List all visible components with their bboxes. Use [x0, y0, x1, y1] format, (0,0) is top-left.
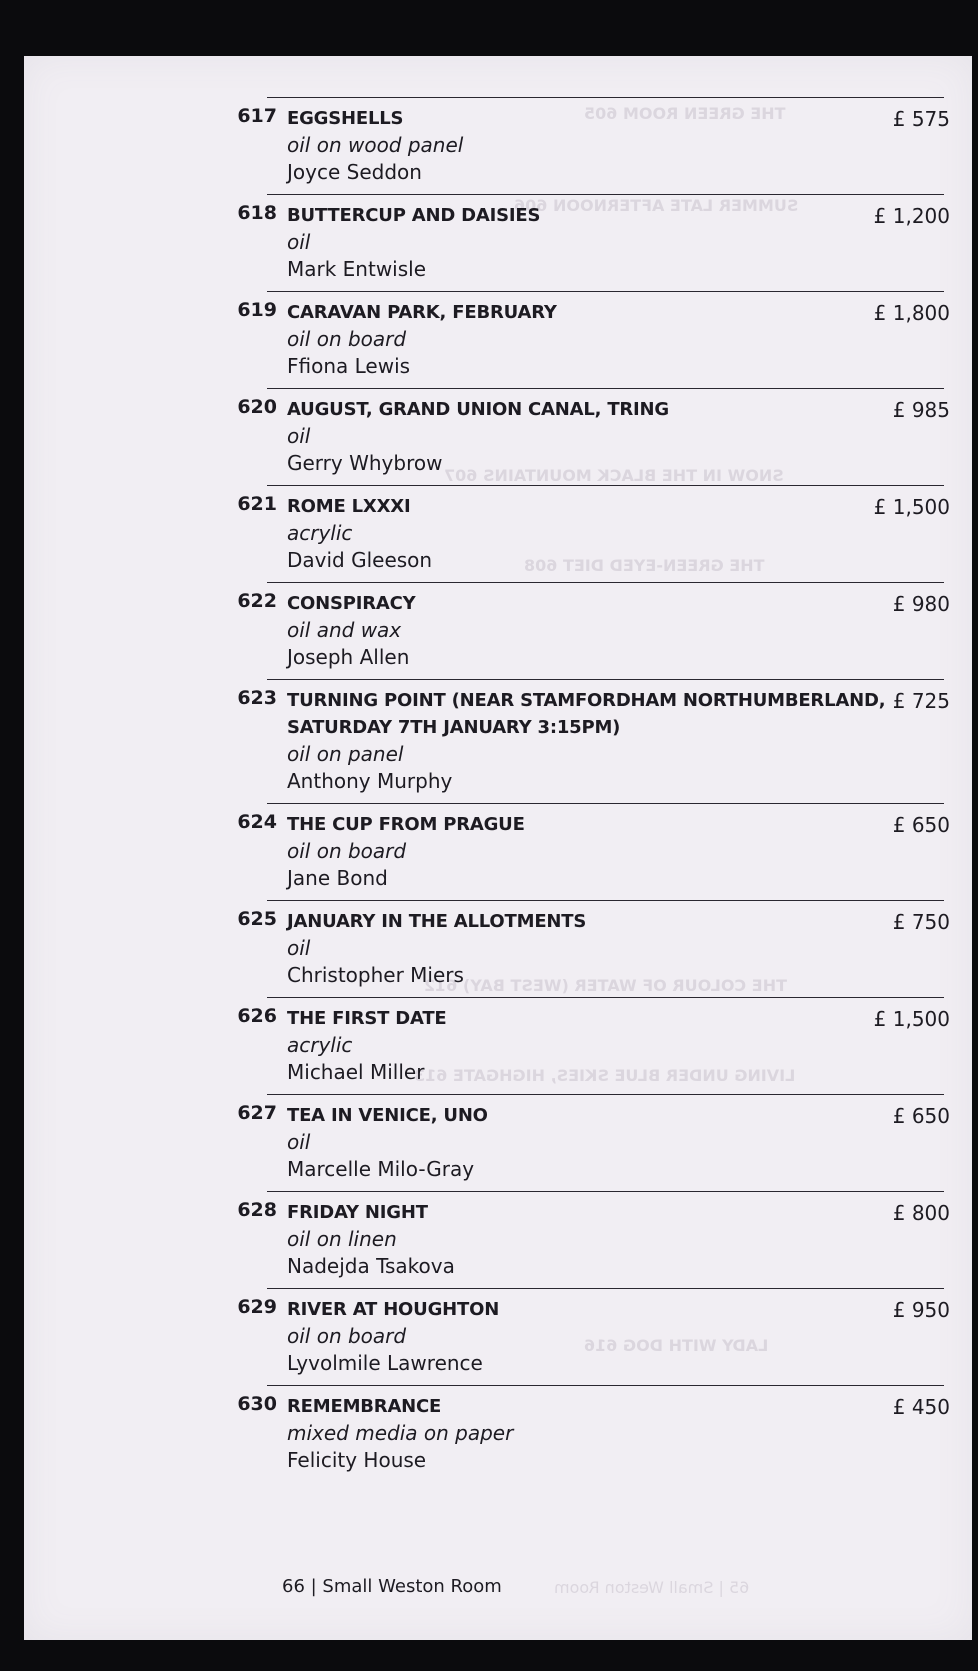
lot-number: 624: [237, 811, 277, 833]
show-through-text: THE GREEN-EYED DIET 608: [524, 556, 765, 575]
artist-name: David Gleeson: [287, 548, 433, 572]
divider: [267, 803, 944, 804]
artist-name: Anthony Murphy: [287, 769, 453, 793]
lot-number: 627: [237, 1102, 277, 1124]
artist-name: Michael Miller: [287, 1060, 425, 1084]
lot-number: 617: [237, 105, 277, 127]
artwork-medium: acrylic: [287, 1033, 353, 1057]
lot-number: 630: [237, 1393, 277, 1415]
artwork-title: TEA IN VENICE, UNO: [287, 1105, 488, 1126]
artwork-title: TURNING POINT (NEAR STAMFORDHAM NORTHUMBERLAND,: [287, 690, 886, 711]
artwork-title-line-2: SATURDAY 7TH JANUARY 3:15PM): [287, 717, 621, 738]
divider: [267, 485, 944, 486]
divider: [267, 679, 944, 680]
artwork-medium: oil: [287, 424, 311, 448]
price: £ 650: [892, 1104, 950, 1128]
price: £ 650: [892, 813, 950, 837]
artist-name: Felicity House: [287, 1448, 427, 1472]
price: £ 575: [892, 107, 950, 131]
price: £ 750: [892, 910, 950, 934]
divider: [267, 291, 944, 292]
artwork-medium: oil and wax: [287, 618, 402, 642]
show-through-text: THE GREEN ROOM 605: [584, 104, 786, 123]
artwork-title: CARAVAN PARK, FEBRUARY: [287, 302, 557, 323]
artwork-medium: oil: [287, 230, 311, 254]
artwork-medium: oil on board: [287, 839, 407, 863]
artwork-title: RIVER AT HOUGHTON: [287, 1299, 500, 1320]
artwork-title: JANUARY IN THE ALLOTMENTS: [287, 911, 587, 932]
artwork-title: ROME LXXXI: [287, 496, 411, 517]
show-through-text: LIVING UNDER BLUE SKIES, HIGHGATE 613: [414, 1066, 796, 1085]
lot-number: 623: [237, 687, 277, 709]
artwork-medium: oil on wood panel: [287, 133, 464, 157]
artist-name: Joyce Seddon: [287, 160, 422, 184]
price: £ 1,200: [873, 204, 950, 228]
price: £ 1,500: [873, 495, 950, 519]
divider: [267, 997, 944, 998]
artwork-title: THE FIRST DATE: [287, 1008, 447, 1029]
artwork-title: AUGUST, GRAND UNION CANAL, TRING: [287, 399, 669, 420]
price: £ 1,500: [873, 1007, 950, 1031]
artwork-medium: oil on board: [287, 327, 407, 351]
artwork-title: CONSPIRACY: [287, 593, 416, 614]
catalogue-page: [24, 56, 972, 1640]
artwork-medium: oil on board: [287, 1324, 407, 1348]
lot-number: 622: [237, 590, 277, 612]
artwork-medium: oil on panel: [287, 742, 404, 766]
page-footer: 66 | Small Weston Room: [282, 1576, 502, 1597]
price: £ 450: [892, 1395, 950, 1419]
artist-name: Nadejda Tsakova: [287, 1254, 455, 1278]
artwork-medium: oil: [287, 936, 311, 960]
artwork-medium: mixed media on paper: [287, 1421, 514, 1445]
divider: [267, 582, 944, 583]
price: £ 800: [892, 1201, 950, 1225]
lot-number: 620: [237, 396, 277, 418]
artist-name: Joseph Allen: [287, 645, 410, 669]
lot-number: 619: [237, 299, 277, 321]
divider: [267, 1191, 944, 1192]
lot-number: 618: [237, 202, 277, 224]
divider: [267, 388, 944, 389]
artist-name: Gerry Whybrow: [287, 451, 443, 475]
show-through-text: SNOW IN THE BLACK MOUNTAINS 607: [444, 466, 784, 485]
lot-number: 625: [237, 908, 277, 930]
artwork-medium: oil: [287, 1130, 311, 1154]
price: £ 725: [892, 689, 950, 713]
divider: [267, 900, 944, 901]
artist-name: Christopher Miers: [287, 963, 464, 987]
lot-number: 621: [237, 493, 277, 515]
price: £ 980: [892, 592, 950, 616]
price: £ 950: [892, 1298, 950, 1322]
artwork-medium: oil on linen: [287, 1227, 397, 1251]
show-through-text: LADY WITH DOG 616: [584, 1336, 769, 1355]
artwork-title: THE CUP FROM PRAGUE: [287, 814, 525, 835]
show-through-text: THE COLOUR OF WATER (WEST BAY) 612: [424, 976, 787, 995]
divider: [267, 1094, 944, 1095]
artist-name: Ffiona Lewis: [287, 354, 411, 378]
artist-name: Mark Entwisle: [287, 257, 427, 281]
price: £ 985: [892, 398, 950, 422]
show-through-text: SUMMER LATE AFTERNOON 606: [514, 196, 799, 215]
divider: [267, 1288, 944, 1289]
show-through-text: 65 | Small Weston Room: [554, 1578, 750, 1597]
artist-name: Lyvolmile Lawrence: [287, 1351, 483, 1375]
artwork-title: FRIDAY NIGHT: [287, 1202, 428, 1223]
artwork-title: EGGSHELLS: [287, 108, 404, 129]
artist-name: Marcelle Milo-Gray: [287, 1157, 475, 1181]
lot-number: 626: [237, 1005, 277, 1027]
artwork-medium: acrylic: [287, 521, 353, 545]
artist-name: Jane Bond: [287, 866, 388, 890]
divider: [267, 97, 944, 98]
lot-number: 629: [237, 1296, 277, 1318]
price: £ 1,800: [873, 301, 950, 325]
artwork-title: BUTTERCUP AND DAISIES: [287, 205, 541, 226]
artwork-title: REMEMBRANCE: [287, 1396, 442, 1417]
lot-number: 628: [237, 1199, 277, 1221]
divider: [267, 194, 944, 195]
divider: [267, 1385, 944, 1386]
